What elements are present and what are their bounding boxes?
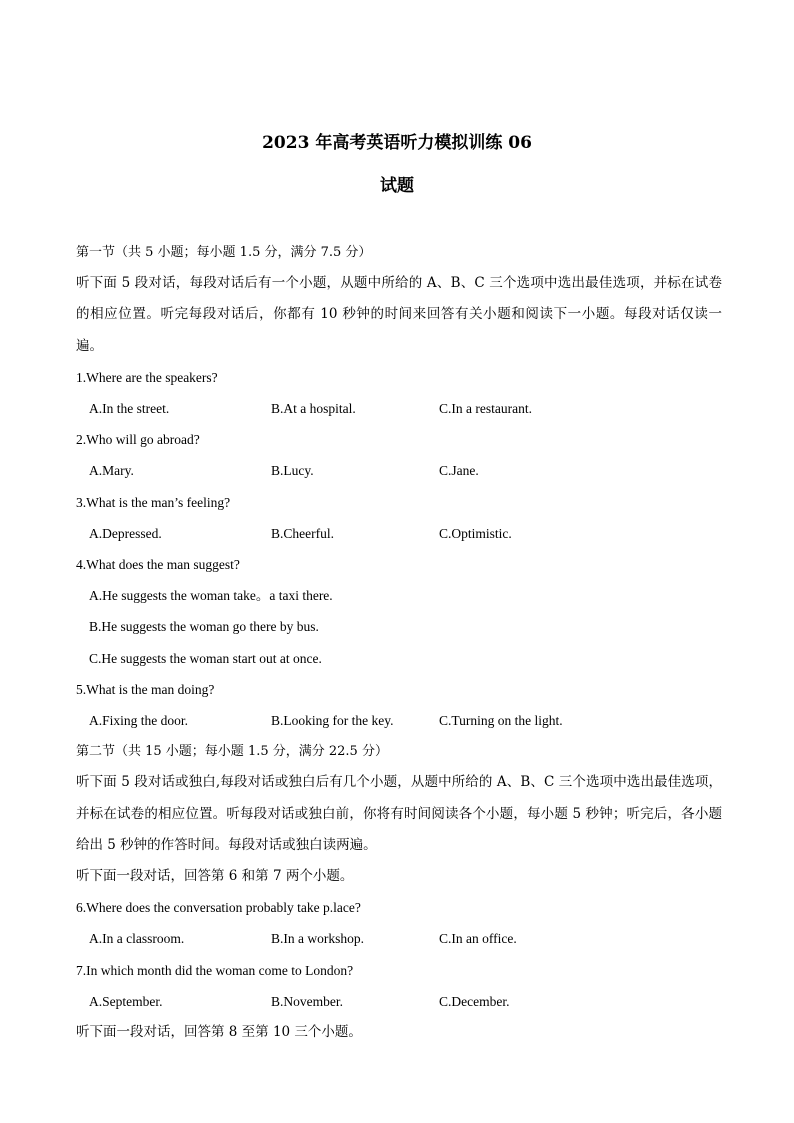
option-b: B.In a workshop.	[271, 931, 364, 947]
section1-heading: 第一节（共 5 小题；每小题 1.5 分，满分 7.5 分）	[76, 245, 372, 260]
question-1: 1.Where are the speakers?	[76, 369, 218, 385]
option-a: A.In the street.	[89, 401, 170, 417]
page-subtitle: 试题	[380, 176, 414, 196]
option-b: B.Cheerful.	[271, 525, 334, 541]
question-7: 7.In which month did the woman come to London?	[76, 962, 354, 978]
question-5-options	[76, 705, 722, 736]
question-2-options	[76, 455, 722, 486]
question-6: 6.Where does the conversation probably take p.lace?	[76, 900, 361, 916]
option-c: C.He suggests the woman start out at once.	[89, 650, 322, 666]
section2-prompt-2: 听下面一段对话，回答第 8 至第 10 三个小题。	[76, 1024, 362, 1041]
option-b: B.Lucy.	[271, 463, 314, 479]
question-3: 3.What is the man’s feeling?	[76, 494, 231, 510]
option-c: C.In a restaurant.	[439, 401, 532, 417]
question-3-options	[76, 518, 722, 549]
section2-heading: 第二节（共 15 小题；每小题 1.5 分，满分 22.5 分）	[76, 744, 388, 760]
section1-instructions: 听下面 5 段对话，每段对话后有一个小题，从题中所给的 A、B、C 三个选项中选出最佳选项，并标在试卷的相应位置。听完每段对话后，你都有 10 秒钟的时间来回答有关小题和阅读下一小题。每段对话仅读一遍。	[76, 275, 722, 354]
question-2: 2.Who will go abroad?	[76, 432, 200, 448]
option-b: B.At a hospital.	[271, 401, 356, 417]
option-a: A.In a classroom.	[89, 931, 185, 947]
option-b: B.Looking for the key.	[271, 713, 394, 729]
question-7-options	[76, 986, 722, 1017]
question-1-options	[76, 393, 722, 424]
question-5: 5.What is the man doing?	[76, 681, 215, 697]
option-c: C.Jane.	[439, 463, 479, 479]
option-a: A.He suggests the woman take。a taxi there.	[89, 588, 333, 604]
option-c: C.Optimistic.	[439, 525, 512, 541]
section2-instructions: 听下面 5 段对话或独白,每段对话或独白后有几个小题，从题中所给的 A、B、C 三个选项中选出最佳选项，并标在试卷的相应位置。听每段对话或独白前，你将有时间阅读各个小题，每小题 5 秒钟；听完后，各小题给出 5 秒钟的作答时间。每段对话或独白读两遍。	[76, 774, 722, 853]
question-4: 4.What does the man suggest?	[76, 557, 240, 573]
option-c: C.Turning on the light.	[439, 713, 563, 729]
option-a: A.Mary.	[89, 463, 134, 479]
question-6-options	[76, 923, 722, 954]
section2-prompt-1: 听下面一段对话，回答第 6 和第 7 两个小题。	[76, 868, 354, 885]
option-b: B.November.	[271, 993, 343, 1009]
option-b: B.He suggests the woman go there by bus.	[89, 619, 319, 635]
page-title: 2023 年高考英语听力模拟训练 06	[262, 133, 532, 153]
option-c: C.In an office.	[439, 931, 517, 947]
option-a: A.Fixing the door.	[89, 713, 189, 729]
option-a: A.September.	[89, 993, 163, 1009]
exam-content	[76, 237, 722, 1048]
option-a: A.Depressed.	[89, 525, 162, 541]
option-c: C.December.	[439, 993, 510, 1009]
